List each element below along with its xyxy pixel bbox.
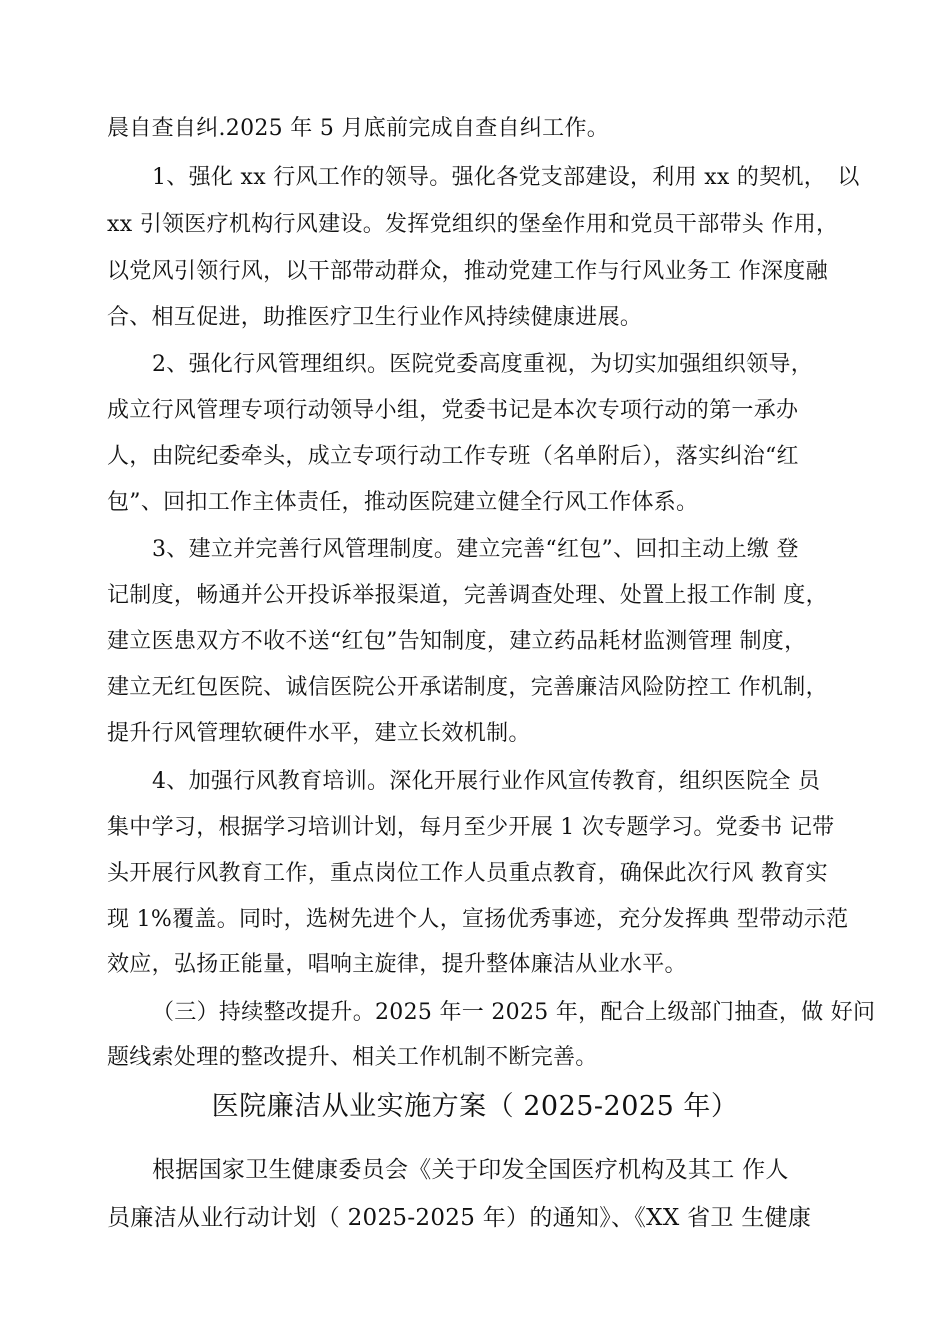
text-line: 人，由院纪委牵头，成立专项行动工作专班（名单附后），落实纠治“红 <box>107 444 799 469</box>
text-line: 记制度，畅通并公开投诉举报渠道，完善调查处理、处置上报工作制 度， <box>107 583 828 608</box>
text-line: 根据国家卫生健康委员会《关于印发全国医疗机构及其工 作人 <box>152 1157 789 1183</box>
text-line: 效应，弘扬正能量，唱响主旋律，提升整体廉洁从业水平。 <box>107 952 687 977</box>
section-title: 医院廉洁从业实施方案（ 2025-2025 年） <box>211 1091 739 1122</box>
text-line: 以党风引领行风，以干部带动群众，推动党建工作与行风业务工 作深度融 <box>107 259 828 284</box>
text-line: 晨自查自纠.2025 年 5 月底前完成自查自纠工作。 <box>107 116 610 141</box>
text-line: 3、建立并完善行风管理制度。建立完善“红包”、回扣主动上缴 登 <box>152 537 799 562</box>
text-line: 建立无红包医院、诚信医院公开承诺制度，完善廉洁风险防控工 作机制， <box>107 675 828 700</box>
text-line: 题线索处理的整改提升、相关工作机制不断完善。 <box>107 1045 598 1070</box>
text-line: 4、加强行风教育培训。深化开展行业作风宣传教育，组织医院全 员 <box>152 769 821 794</box>
text-line: 合、相互促进，助推医疗卫生行业作风持续健康进展。 <box>107 305 643 330</box>
text-line: 1、强化 xx 行风工作的领导。强化各党支部建设，利用 xx 的契机， 以 <box>152 165 860 190</box>
text-line: 提升行风管理软硬件水平，建立长效机制。 <box>107 721 531 746</box>
text-line: 头开展行风教育工作，重点岗位工作人员重点教育，确保此次行风 教育实 <box>107 861 828 886</box>
text-line: 建立医患双方不收不送“红包”告知制度，建立药品耗材监测管理 制度， <box>107 629 807 654</box>
text-line: xx 引领医疗机构行风建设。发挥党组织的堡垒作用和党员干部带头 作用， <box>107 212 839 237</box>
text-line: 集中学习，根据学习培训计划，每月至少开展 1 次专题学习。党委书 记带 <box>107 815 835 840</box>
text-line: 2、强化行风管理组织。医院党委高度重视，为切实加强组织领导， <box>152 352 813 377</box>
text-line: 员廉洁从业行动计划（ 2025-2025 年）的通知》、《XX 省卫 生健康 <box>107 1205 812 1231</box>
text-line: 成立行风管理专项行动领导小组，党委书记是本次专项行动的第一承办 <box>107 398 799 423</box>
text-line: 包”、回扣工作主体责任，推动医院建立健全行风工作体系。 <box>107 490 699 515</box>
text-line: （三）持续整改提升。2025 年一 2025 年，配合上级部门抽查，做 好问 <box>152 1000 876 1025</box>
text-line: 现 1%覆盖。同时，选树先进个人，宣扬优秀事迹，充分发挥典 型带动示范 <box>107 907 849 932</box>
